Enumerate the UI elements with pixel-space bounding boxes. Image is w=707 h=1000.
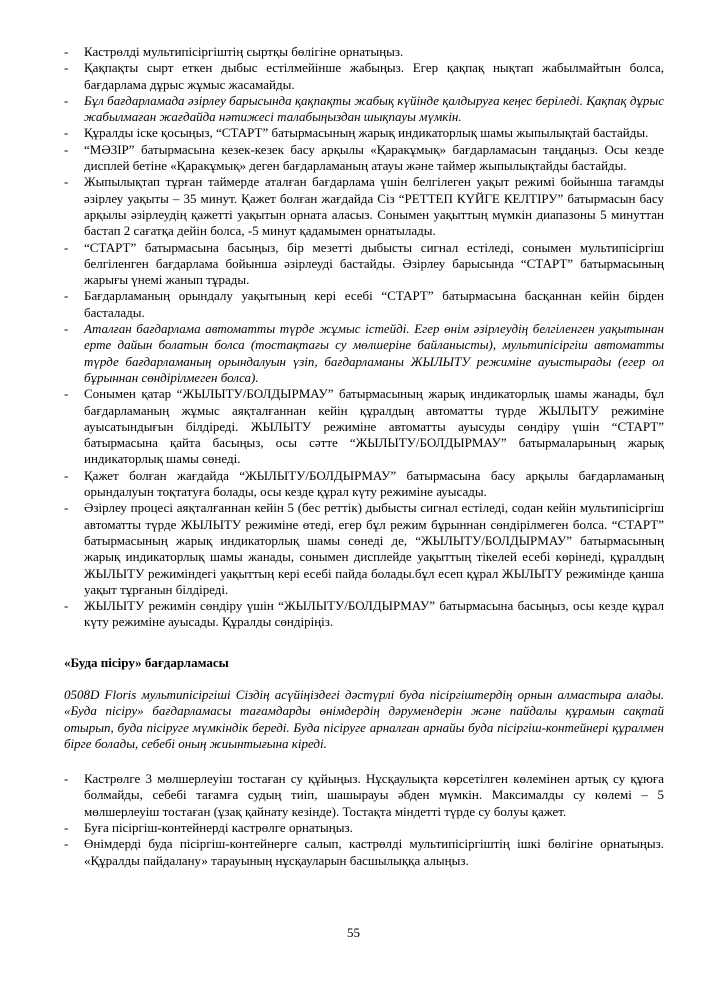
- list-item-text: Кастрөлді мультипісіргіштің сыртқы бөлігіне орнатыңыз.: [84, 44, 404, 59]
- section-intro: 0508D Floris мультипісіргіші Сіздің асүйіңіздегі дәстүрлі буда пісіргіштердің орнын алмастыра алады. «Буда пісіру» бағдарламасы тағамдарды өнімдердің дәрумендерін және пайдалы құрамын сақтай отырып, буда пісіруге мүмкіндік береді. Буда пісіруге арналған арнайы буда пісіргіш-контейнері құралмен бірге болады, себебі оның жиынтығына кіреді.: [64, 686, 664, 752]
- bullet-dash: -: [64, 239, 69, 255]
- list-item: [64, 468, 664, 501]
- list-item: [64, 836, 664, 869]
- list-item: [64, 386, 664, 467]
- bullet-dash: -: [64, 60, 69, 76]
- bullet-dash: -: [64, 92, 69, 108]
- bullet-dash: -: [64, 174, 69, 190]
- list-item-text: Кастрөлге 3 мөлшерлеуіш тостаған су құйыңыз. Нұсқаулықта көрсетілген көлемінен артық су құюға болмайды, себебі тағамға судың тиіп, шашырауы әбден мүмкін. Максималды су көлемі – 5 мөлшерлеуіш тостаған (ұзақ қайнату кезінде). Тостақта міндетті түрде су болуы қажет.: [84, 771, 664, 819]
- bullet-dash: -: [64, 771, 69, 787]
- bullet-dash: -: [64, 321, 69, 337]
- list-item-text: Өнімдерді буда пісіргіш-контейнерге салып, кастрөлді мультипісіргіштің ішкі бөлігіне орнатыңыз. «Құралды пайдалану» тарауының нұсқауларын басшылыққа алыңыз.: [84, 836, 664, 868]
- list-item-text: Құралды іске қосыңыз, “СТАРТ” батырмасының жарық индикаторлық шамы жыпылықтай бастайды.: [84, 125, 649, 141]
- bullet-dash: -: [64, 386, 69, 402]
- list-item: [64, 240, 664, 289]
- list-item: [64, 142, 664, 175]
- list-item-text: Бағдарламаның орындалу уақытының кері есебі “СТАРТ” батырмасына басқаннан кейін бірден басталады.: [84, 288, 664, 320]
- list-item: [64, 771, 664, 820]
- list-item-text: ЖЫЛЫТУ режимін сөндіру үшін “ЖЫЛЫТУ/БОЛДЫРМАУ” батырмасына басыңыз, осы кезде құрал күту режиміне ауысады. Құралды сөндіріңіз.: [84, 598, 664, 630]
- list-item-text: Қажет болған жағдайда “ЖЫЛЫТУ/БОЛДЫРМАУ” батырмасына басу арқылы бағдарламаның орындалуын тоқтатуға болады, осы кезде құрал күту режиміне ауысады.: [84, 467, 664, 500]
- bullet-dash: -: [64, 125, 69, 141]
- list-item: [64, 60, 664, 93]
- bullet-dash: -: [64, 500, 69, 516]
- list-item: [64, 500, 664, 598]
- steaming-instruction-list: [64, 771, 664, 869]
- bullet-dash: -: [64, 288, 69, 304]
- bullet-dash: -: [64, 467, 69, 483]
- list-item-text: Сонымен қатар “ЖЫЛЫТУ/БОЛДЫРМАУ” батырмасының жарық индикаторлық шамы жанады, бұл бағдарламаның жұмыс аяқталғаннан кейін құралдың автоматты түрде ЖЫЛЫТУ режиміне ауысатындығын білдіреді. ЖЫЛЫТУ режиміне автоматты ауысуды сөндіру үшін “СТАРТ” батырмасына қайта басыңыз, осы сәтте “ЖЫЛЫТУ/БОЛДЫРМАУ” батырмаларының жарық индикаторлық шамы сөнеді.: [84, 386, 664, 467]
- instruction-list: [64, 44, 664, 631]
- bullet-dash: -: [64, 44, 69, 59]
- list-item: [64, 321, 664, 386]
- bullet-dash: -: [64, 836, 69, 852]
- list-item-text: “МӘЗІР” батырмасына кезек-кезек басу арқылы «Қаракұмық» бағдарламасын таңдаңыз. Осы кезде дисплей бетіне «Қаракұмық» деген бағдарламаның атауы және таймер жыпылықтайды бастайды.: [84, 141, 664, 174]
- bullet-dash: -: [64, 598, 69, 614]
- list-item: [64, 288, 664, 321]
- list-item-text: “СТАРТ” батырмасына басыңыз, бір мезетті дыбысты сигнал естіледі, сонымен мультипісіргіш белгіленген бағдарлама бойынша әзірлеуді бастайды. Әзірлеу барысында “СТАРТ” батырмасының жарығы үнемі жанып тұрады.: [84, 239, 664, 288]
- list-item-text: Қақпақты сырт еткен дыбыс естілмейінше жабыңыз. Егер қақпақ нықтап жабылмайтын болса, бағдарлама дұрыс жұмыс жасамайды.: [84, 60, 664, 92]
- bullet-dash: -: [64, 819, 69, 835]
- section-heading: «Буда пісіру» бағдарламасы: [64, 654, 229, 670]
- list-item-text: Бұл бағдарламада әзірлеу барысында қақпақты жабық күйінде қалдыруға кеңес беріледі. Қақпақ дұрыс жабылмаған жағдайда нәтижесі талабыңыздан шықпауы мүмкін.: [84, 92, 664, 125]
- list-item-text: Жыпылықтап тұрған таймерде аталған бағдарлама үшін белгілеген уақыт режимі бойынша тағамды әзірлеу уақыты – 35 минут. Қажет болған жағдайда Сіз “РЕТТЕП КҮЙГЕ КЕЛТІРУ” батырмасын басу арқылы әзірлеудің қажетті уақытын орната аласыз. Сонымен уақыттың мүмкін диапазоны 5 минуттан бастап 2 сағатқа дейін болса, -5 минут қадамымен орнатылады.: [84, 174, 664, 239]
- list-item: [64, 44, 664, 60]
- list-item: [64, 820, 664, 836]
- page-number: 55: [347, 925, 360, 940]
- list-item: [64, 598, 664, 631]
- list-item-text: Әзірлеу процесі аяқталғаннан кейін 5 (бес реттік) дыбысты сигнал естіледі, содан кейін мультипісіргіш автоматты түрде ЖЫЛЫТУ режиміне өтеді, егер бұл режим бұрыннан сөндірілмеген болса. “СТАРТ” батырмасының жарық индикаторлық шамы сөнеді де, “ЖЫЛЫТУ/БОЛДЫРМАУ” батырмасының жарық индикаторлық шамы жанады, сонымен дисплейде уақыттың тікелей есебі көрінеді, құралдың ЖЫЛЫТУ режиміндегі уақыттың кері есебі пайда болады.бұл есеп құрал ЖЫЛЫТУ режимінде қанша уақыт тұрғанын білдіреді.: [84, 500, 664, 597]
- page-content: [64, 44, 664, 869]
- list-item: [64, 93, 664, 126]
- bullet-dash: -: [64, 141, 69, 157]
- list-item: [64, 125, 664, 141]
- list-item: [64, 174, 664, 239]
- list-item-text: Буға пісіргіш-контейнерді кастрөлге орнатыңыз.: [84, 819, 353, 835]
- list-item-text: Аталған бағдарлама автоматты түрде жұмыс істейді. Егер өнім әзірлеудің белгіленген уақытынан ерте дайын болатын болса (тостақтағы су мөлшеріне байланысты), мультипісіргіш автоматты түрде бағдарламаның орындалуын үзіп, бағдарламаны ЖЫЛЫТУ режиміне ауыстырады (егер ол бұрыннан сөндірілмеген болса).: [84, 321, 664, 385]
